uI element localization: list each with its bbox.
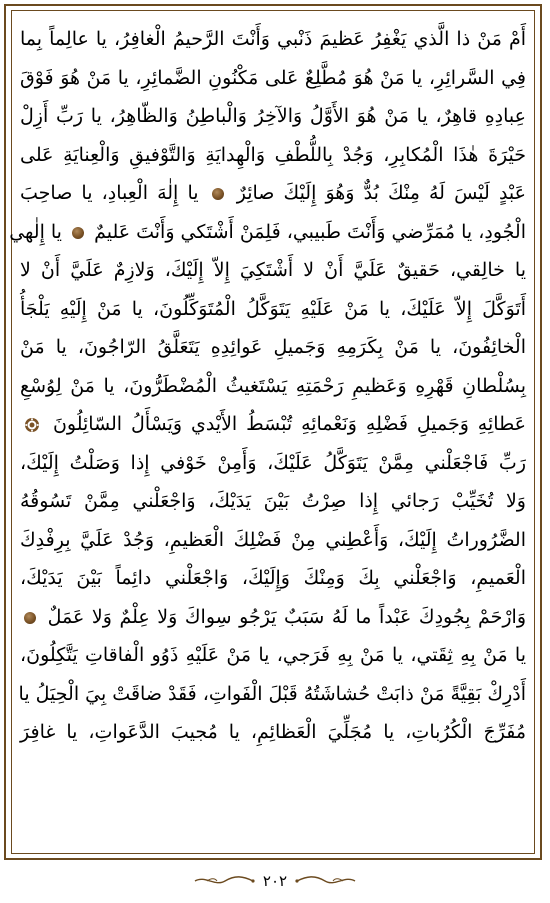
- text-line: [20, 521, 526, 560]
- text-line: [20, 367, 526, 406]
- text-line: [20, 636, 526, 675]
- text-line: [20, 444, 526, 483]
- text-line-content: مُفَرِّجَ الْكُرُباتِ، يا مُجَلِّيَ الْعَظائِمِ، يا مُجيبَ الدَّعَواتِ، يا غافِرَ: [20, 721, 526, 743]
- text-line-content: أَدْرِكْ بَقِيَّةً مَنْ ذابَتْ حُشاشَتُهُ قَبْلَ الْفَواتِ، فَقَدْ ضاقَتْ بِيَ الْحِيَلُ يا: [18, 682, 526, 705]
- prayer-text-body: [9, 20, 526, 848]
- text-line: [20, 97, 526, 136]
- text-line-content: فِي السَّرائِرِ، يا مَنْ هُوَ مُطَّلِعٌ عَلى مَكْنُونِ الضَّمائِرِ، يا مَنْ هُوَ فَوْقَ: [20, 66, 526, 89]
- text-line-content: حَيْرَةَ هٰذَا الْمُكابِرِ، وَجُدْ بِاللُّطْفِ وَالْهِدايَةِ وَالتَّوْفيقِ وَالْعِنايَةِ عَلى: [20, 143, 526, 166]
- text-line-content: يا مَنْ بِهِ ثِقَتي، يا مَنْ بِهِ فَرَجي، يا مَنْ عَلَيْهِ ذَوُو الْفاقاتِ يَتَّكِلُونَ،: [20, 644, 526, 666]
- section-bullet-icon: [212, 188, 224, 200]
- text-line-content: الْعَميمِ، وَاجْعَلْني بِكَ وَمِنْكَ وَإِلَيْكَ، وَاجْعَلْني دائِماً بَيْنَ يَدَيْكَ،: [20, 567, 526, 589]
- text-line-content: يا إِلٰهَ الْعِبادِ، يا صاحِبَ: [20, 182, 199, 204]
- text-line: [20, 328, 526, 367]
- text-line-content: الْجُودِ، يا مُمَرِّضي وَأَنْتَ طَبيبي، فَلِمَنْ أَشْتَكي وَأَنْتَ عَليمٌ: [94, 220, 526, 243]
- text-line-content: بِسُلْطانِ قَهْرِهِ وَعَظيمِ رَحْمَتِهِ يَسْتَغيثُ الْمُضْطَرُّونَ، يا مَنْ لِوُسْعِ: [20, 374, 526, 397]
- section-bullet-icon: [24, 612, 36, 624]
- text-line: [20, 559, 526, 598]
- text-line-content: عَطائِهِ وَجَميلِ فَضْلِهِ وَنَعْمائِهِ تُبْسَطُ الأَيْدي وَيَسْأَلُ السّائِلُونَ: [52, 413, 526, 435]
- section-bullet-icon: [72, 227, 84, 239]
- text-line: [20, 174, 526, 213]
- text-line-content: أَمْ مَنْ ذا الَّذي يَغْفِرُ عَظيمَ ذَنْبي وَأَنْتَ الرَّحيمُ الْغافِرُ، يا عالِماً بِما: [20, 28, 526, 50]
- left-flourish-icon: [193, 874, 255, 888]
- text-line: [20, 713, 526, 752]
- text-line-content: عَبْدٍ لَيْسَ لَهُ مِنْكَ بُدٌّ وَهُوَ إِلَيْكَ صائِرٌ: [236, 182, 526, 204]
- text-line-content: الضَّرُوراتُ إِلَيْكَ، وَأَعْطِني مِنْ فَضْلِكَ الْعَظيمِ، وَجُدْ عَلَيَّ بِرِفْدِكَ: [20, 528, 526, 551]
- text-line: [20, 290, 526, 329]
- text-line: [20, 20, 526, 59]
- page-number: ٢٠٢: [262, 872, 288, 890]
- text-line-content: رَبِّ فَاجْعَلْني مِمَّنْ يَتَوَكَّلُ عَلَيْكَ، وَأَمِنْ خَوْفي إِذا وَصَلْتُ إِلَيْكَ،: [20, 451, 526, 474]
- right-flourish-icon: [295, 874, 357, 888]
- text-line-content: يا إِلٰهي: [9, 220, 62, 243]
- text-line: [20, 482, 526, 521]
- text-line: [20, 251, 526, 290]
- text-line-content: الْخائِفُونَ، يا مَنْ بِكَرَمِهِ وَجَميلِ عَوائِدِهِ يَتَعَلَّقُ الرّاجُونَ، يا مَنْ: [20, 336, 526, 358]
- text-line: [20, 59, 526, 98]
- text-line-content: وَارْحَمْ بِجُودِكَ عَبْداً ما لَهُ سَبَبٌ يَرْجُو سِواكَ وَلا عِلْمٌ وَلا عَمَلٌ: [47, 605, 526, 628]
- text-line: [20, 136, 526, 175]
- text-line: [20, 675, 526, 714]
- text-line: [20, 598, 526, 637]
- text-line: [9, 213, 526, 252]
- text-line: [20, 405, 526, 444]
- text-line-content: وَلا تُخَيِّبْ رَجائي إِذا صِرْتُ بَيْنَ يَدَيْكَ، وَاجْعَلْني مِمَّنْ تَسُوقُهُ: [20, 490, 526, 512]
- rosette-ornament-icon: [24, 417, 40, 433]
- text-line-content: عِبادِهِ قاهِرٌ، يا مَنْ هُوَ الأَوَّلُ وَالآخِرُ وَالْباطِنُ وَالظّاهِرُ، يا رَبِّ أَزِلْ: [20, 105, 526, 127]
- text-line-content: يا خالِقي، حَقيقٌ عَلَيَّ أَنْ لا أَشْتَكِيَ إِلاّ إِلَيْكَ، وَلازِمٌ عَلَيَّ أَنْ لا: [20, 259, 526, 281]
- page-footer: [0, 868, 550, 894]
- text-line-content: أَتَوَكَّلَ إِلاّ عَلَيْكَ، يا مَنْ عَلَيْهِ يَتَوَكَّلُ الْمُتَوَكِّلُونَ، يا مَنْ إِلَيْهِ يَلْجَأُ: [20, 297, 526, 320]
